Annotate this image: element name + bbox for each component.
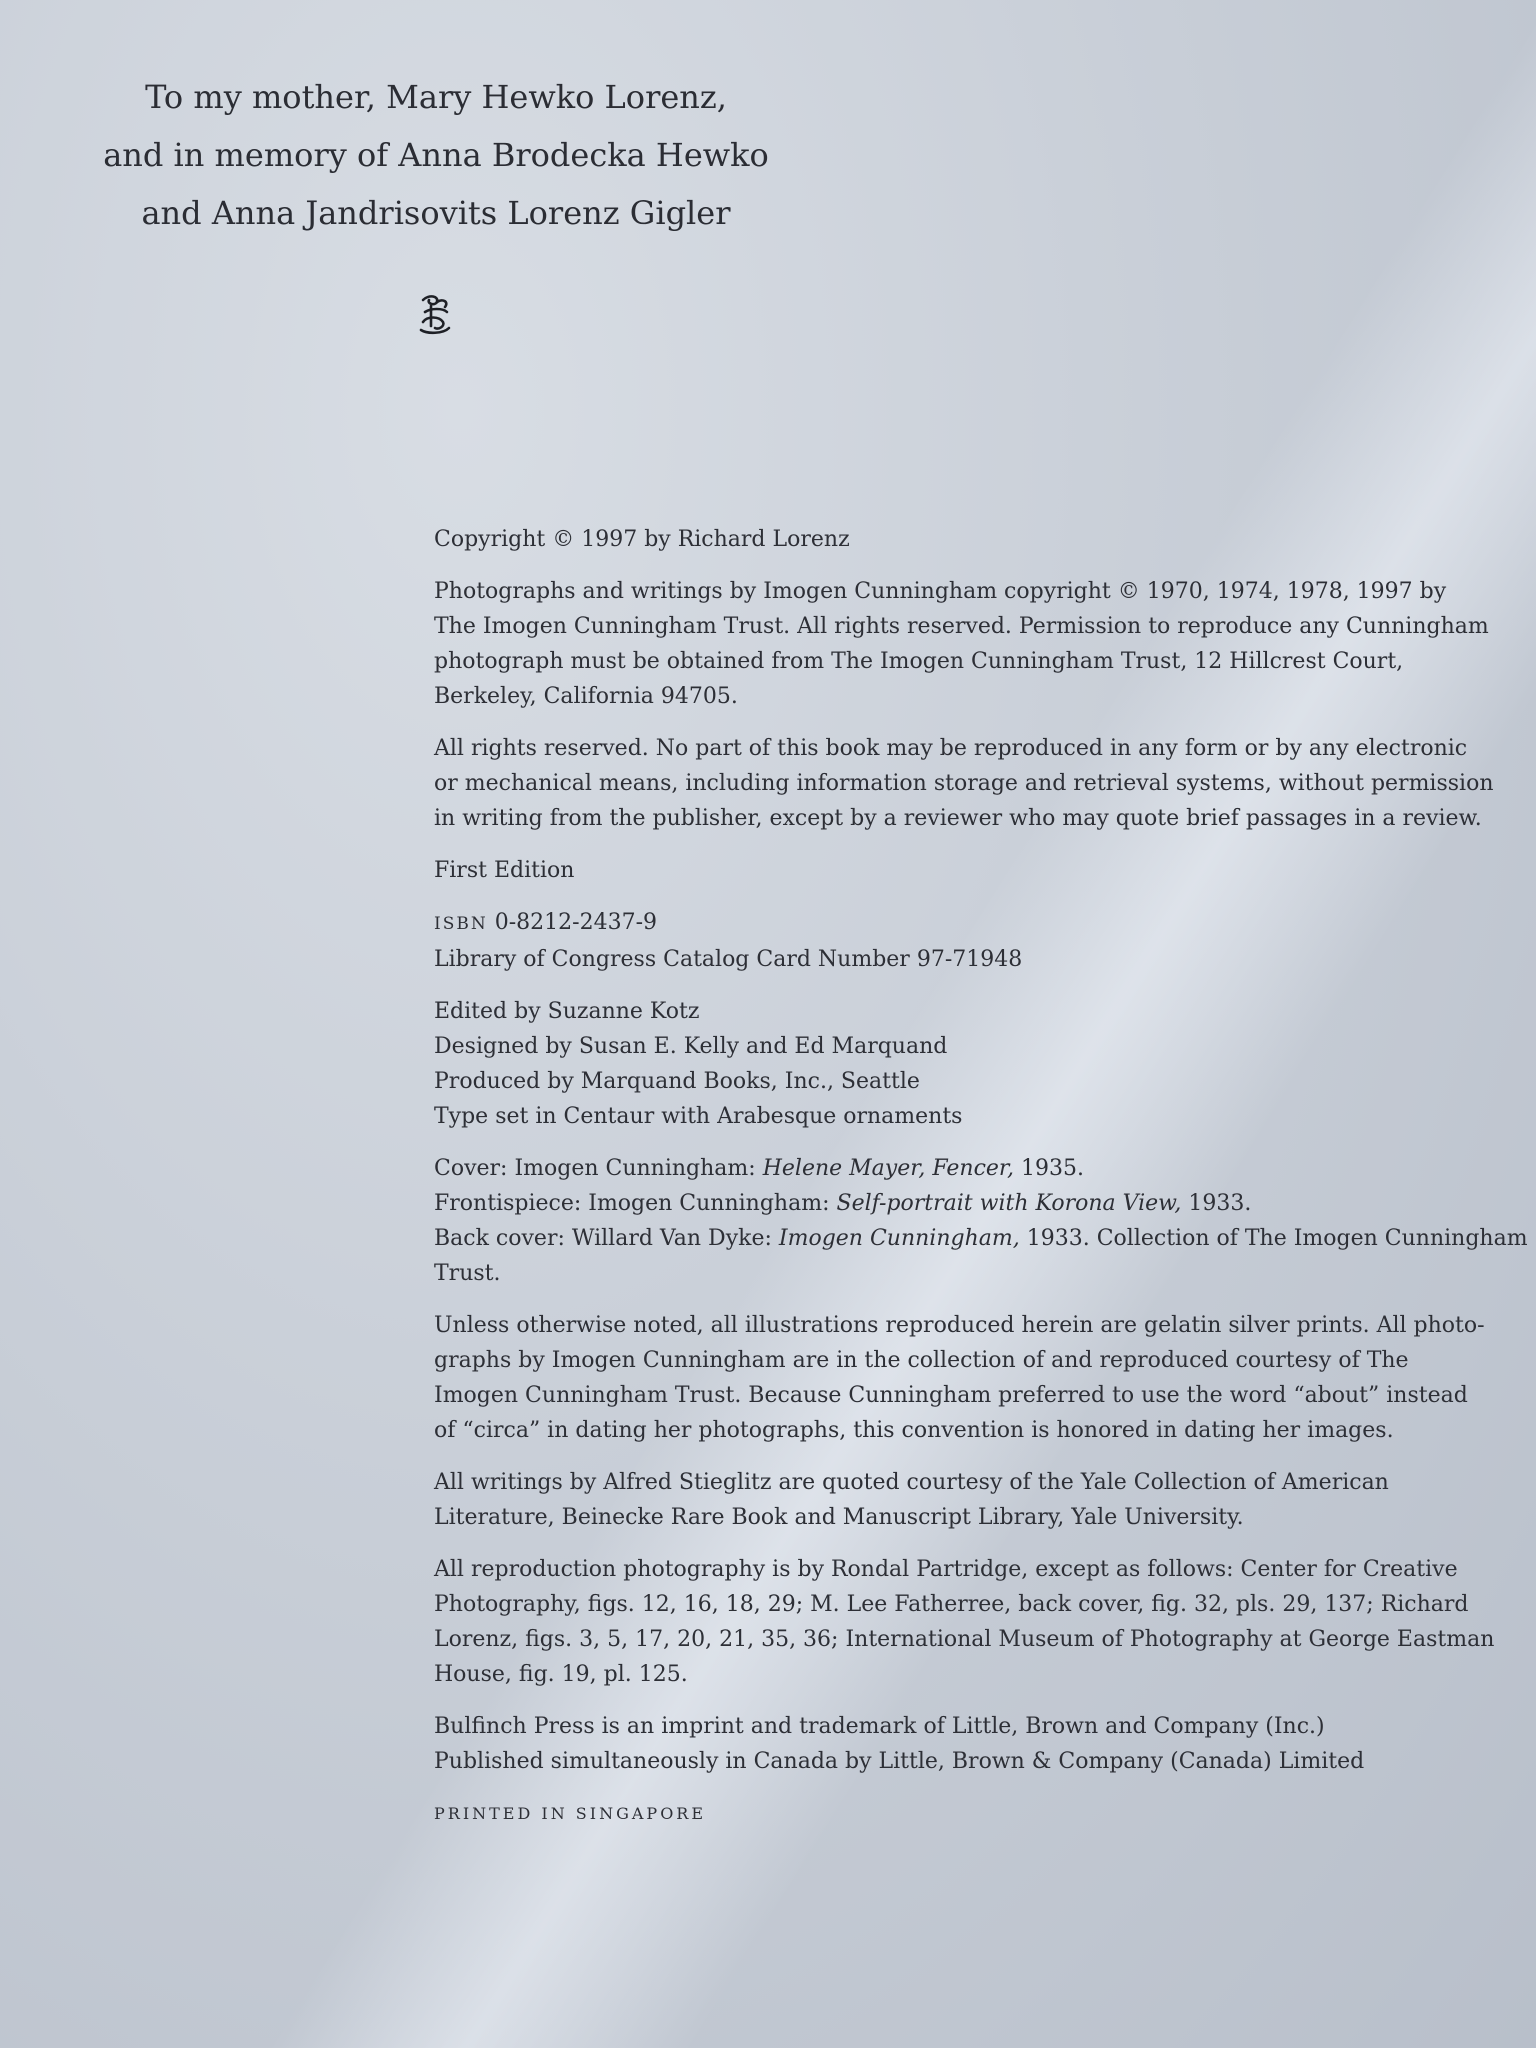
stieglitz-paragraph (434, 1465, 1444, 1535)
text-line: Published simultaneously in Canada by Little, Brown & Company (Canada) Limited (434, 1749, 1365, 1774)
copyright-line: Copyright © 1997 by Richard Lorenz (434, 527, 850, 552)
arabesque-ornament-icon (417, 292, 453, 336)
isbn-block (434, 905, 1444, 977)
text-line: The Imogen Cunningham Trust. All rights reserved. Permission to reproduce any Cunningham (434, 614, 1489, 639)
text-line: All rights reserved. No part of this book may be reproduced in any form or by any electronic (434, 736, 1468, 761)
cover-credits-block (434, 1151, 1528, 1291)
text-segment: 1933. Collection of The Imogen Cunningham (1019, 1226, 1528, 1251)
text-line: Berkeley, California 94705. (434, 684, 738, 709)
illustrations-paragraph (434, 1308, 1485, 1448)
publisher-paragraph (434, 1709, 1444, 1779)
text-line: Photographs and writings by Imogen Cunningham copyright © 1970, 1974, 1978, 1997 by (434, 579, 1447, 604)
reproduction-paragraph (434, 1552, 1495, 1692)
credit-line: Designed by Susan E. Kelly and Ed Marquand (434, 1034, 948, 1059)
isbn-number: 0-8212-2437-9 (494, 910, 658, 935)
loc-number: Library of Congress Catalog Card Number 97-71948 (434, 947, 1023, 972)
text-line: Unless otherwise noted, all illustrations reproduced herein are gelatin silver prints. All photo- (434, 1313, 1485, 1338)
dedication-line: and Anna Jandrisovits Lorenz Gigler (141, 194, 731, 232)
text-line: in writing from the publisher, except by a reviewer who may quote brief passages in a review. (434, 806, 1482, 831)
title-segment: Self-portrait with Korona View, (836, 1191, 1182, 1216)
text-line: Photography, figs. 12, 16, 18, 29; M. Lee Fatherree, back cover, fig. 32, pls. 29, 137; Richard (434, 1592, 1469, 1617)
text-line: Literature, Beinecke Rare Book and Manuscript Library, Yale University. (434, 1505, 1244, 1530)
title-segment: Helene Mayer, Fencer, (762, 1156, 1015, 1181)
text-segment: 1935. (1014, 1156, 1084, 1181)
text-line: graphs by Imogen Cunningham are in the collection of and reproduced courtesy of The (434, 1348, 1409, 1373)
printed-in-line: PRINTED IN SINGAPORE (434, 1804, 707, 1823)
credits-block (434, 994, 1444, 1134)
frontispiece-credit (434, 1186, 1444, 1221)
dedication (96, 68, 776, 242)
text-segment: Back cover: Willard Van Dyke: (434, 1226, 779, 1251)
cover-credit (434, 1151, 1444, 1186)
edition-line: First Edition (434, 858, 575, 883)
back-cover-credit (434, 1221, 1528, 1256)
dedication-line: and in memory of Anna Brodecka Hewko (103, 136, 769, 174)
text-line: photograph must be obtained from The Imogen Cunningham Trust, 12 Hillcrest Court, (434, 649, 1404, 674)
text-line: of “circa” in dating her photographs, this convention is honored in dating her images. (434, 1418, 1394, 1443)
photo-rights-paragraph (434, 574, 1489, 714)
all-rights-paragraph (434, 731, 1494, 836)
text-line: Bulfinch Press is an imprint and trademark of Little, Brown and Company (Inc.) (434, 1714, 1325, 1739)
colophon (434, 522, 1528, 1848)
isbn-line (434, 905, 1444, 942)
text-line: Trust. (434, 1261, 501, 1286)
text-line: or mechanical means, including information storage and retrieval systems, without permission (434, 771, 1494, 796)
text-line: All reproduction photography is by Rondal Partridge, except as follows: Center for Creative (434, 1557, 1458, 1582)
isbn-label: ISBN (434, 914, 488, 934)
dedication-line: To my mother, Mary Hewko Lorenz, (145, 78, 727, 116)
text-segment: 1933. (1181, 1191, 1252, 1216)
text-line: House, fig. 19, pl. 125. (434, 1662, 688, 1687)
text-line: Lorenz, figs. 3, 5, 17, 20, 21, 35, 36; International Museum of Photography at George Eastman (434, 1627, 1495, 1652)
text-line: All writings by Alfred Stieglitz are quoted courtesy of the Yale Collection of American (434, 1470, 1389, 1495)
text-segment: Cover: Imogen Cunningham: (434, 1156, 763, 1181)
credit-line: Type set in Centaur with Arabesque ornaments (434, 1104, 963, 1129)
title-segment: Imogen Cunningham, (778, 1226, 1020, 1251)
text-line: Imogen Cunningham Trust. Because Cunningham preferred to use the word “about” instead (434, 1383, 1468, 1408)
credit-line: Produced by Marquand Books, Inc., Seattle (434, 1069, 920, 1094)
text-segment: Frontispiece: Imogen Cunningham: (434, 1191, 837, 1216)
credit-line: Edited by Suzanne Kotz (434, 999, 700, 1024)
